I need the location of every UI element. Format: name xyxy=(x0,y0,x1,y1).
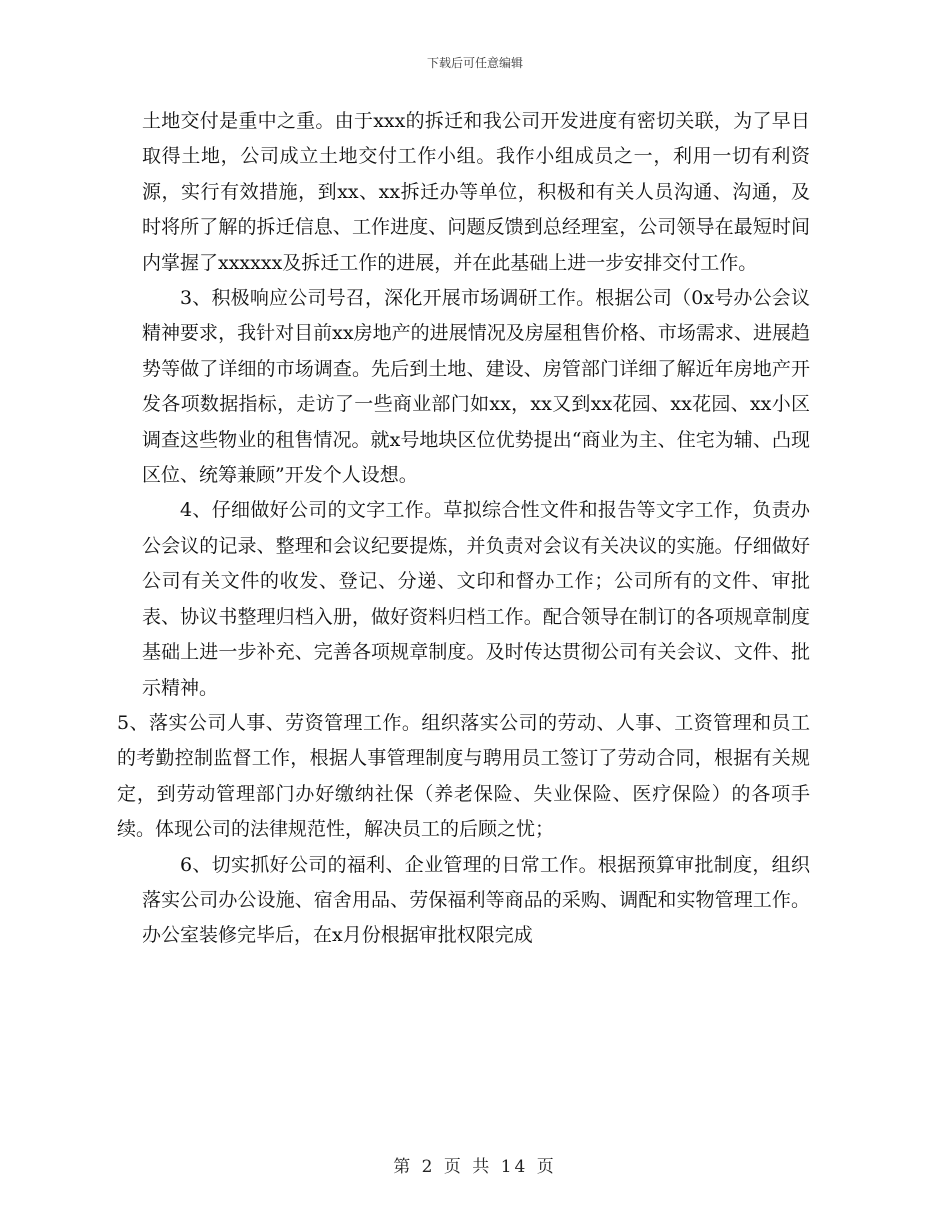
paragraph-land-delivery: 土地交付是重中之重。由于xxx的拆迁和我公司开发进度有密切关联，为了早日取得土地，公司成立土地交付工作小组。我作小组成员之一，利用一切有利资源，实行有效措施，到xx、xx拆迁办等单位，积极和有关人员沟通、沟通，及时将所了解的拆迁信息、工作进度、问题反馈到总经理室，公司领导在最短时间内掌握了xxxxxx及拆迁工作的进展，并在此基础上进一步安排交付工作。 xyxy=(142,110,810,274)
page-header-note: 下载后可任意编辑 xyxy=(426,56,523,70)
paragraph-personnel-work: 5、落实公司人事、劳资管理工作。组织落实公司的劳动、人事、工资管理和员工的考勤控制监督工作，根据人事管理制度与聘用员工签订了劳动合同，根据有关规定，到劳动管理部门办好缴纳社保（养老保险、失业保险、医疗保险）的各项手续。体现公司的法律规范性，解决员工的后顾之忧； xyxy=(117,711,810,841)
paragraph-market-research: 3、积极响应公司号召，深化开展市场调研工作。根据公司（0x号办公会议精神要求，我针对目前xx房地产的进展情况及房屋租售价格、市场需求、进展趋势等做了详细的市场调查。先后到土地、建设、房管部门详细了解近年房地产开发各项数据指标，走访了一些商业部门如xx，xx又到xx花园、xx花园、xx小区调查这些物业的租售情况。就x号地块区位优势提出“商业为主、住宅为辅、凸现区位、统筹兼顾”开发个人设想。 xyxy=(142,287,810,487)
body-text xyxy=(117,104,810,954)
paragraph-document-work: 4、仔细做好公司的文字工作。草拟综合性文件和报告等文字工作，负责办公会议的记录、整理和会议纪要提炼，并负责对会议有关决议的实施。仔细做好公司有关文件的收发、登记、分递、文印和督办工作；公司所有的文件、审批表、协议书整理归档入册，做好资料归档工作。配合领导在制订的各项规章制度基础上进一步补充、完善各项规章制度。及时传达贯彻公司有关会议、文件、批示精神。 xyxy=(142,499,810,699)
paragraph-welfare-work: 6、切实抓好公司的福利、企业管理的日常工作。根据预算审批制度，组织落实公司办公设施、宿舍用品、劳保福利等商品的采购、调配和实物管理工作。办公室装修完毕后，在x月份根据审批权限完成 xyxy=(142,853,810,947)
page-number: 第 2 页 共 14 页 xyxy=(393,1157,557,1177)
